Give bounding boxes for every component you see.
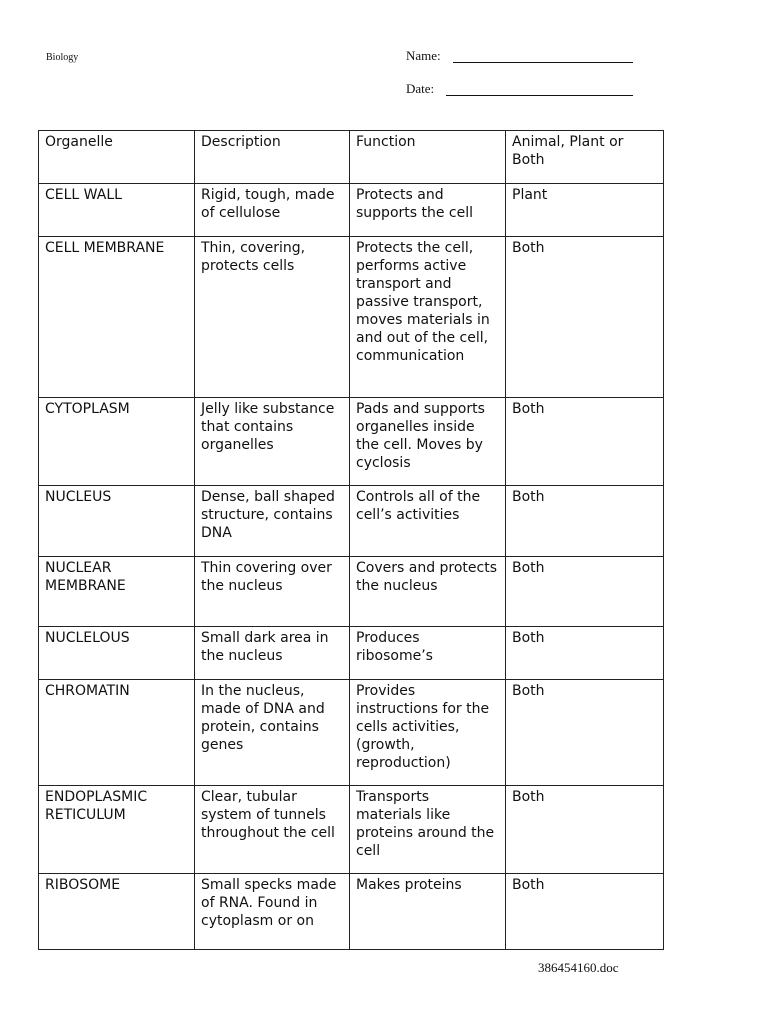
table-row xyxy=(39,486,664,557)
table-row xyxy=(39,874,664,950)
cell-function: Pads and supports organelles inside the cell. Moves by cyclosis xyxy=(350,398,506,486)
cell-type: Both xyxy=(506,237,664,398)
cell-description: Clear, tubular system of tunnels throughout the cell xyxy=(195,786,350,874)
cell-type: Both xyxy=(506,627,664,680)
cell-organelle: RIBOSOME xyxy=(39,874,195,950)
cell-description: Dense, ball shaped structure, contains DNA xyxy=(195,486,350,557)
cell-type: Both xyxy=(506,680,664,786)
cell-organelle: NUCLEAR MEMBRANE xyxy=(39,557,195,627)
cell-type: Both xyxy=(506,398,664,486)
cell-function: Protects the cell, performs active transport and passive transport, moves materials in and out of the cell, communication xyxy=(350,237,506,398)
cell-organelle: ENDOPLASMIC RETICULUM xyxy=(39,786,195,874)
table-row xyxy=(39,398,664,486)
cell-type: Plant xyxy=(506,184,664,237)
header-function: Function xyxy=(350,131,506,184)
cell-description: Small dark area in the nucleus xyxy=(195,627,350,680)
table-header-row xyxy=(39,131,664,184)
cell-function: Protects and supports the cell xyxy=(350,184,506,237)
date-line xyxy=(446,95,633,96)
organelle-table xyxy=(38,130,664,950)
cell-description: In the nucleus, made of DNA and protein, contains genes xyxy=(195,680,350,786)
table-row xyxy=(39,680,664,786)
table-row xyxy=(39,557,664,627)
cell-organelle: CELL MEMBRANE xyxy=(39,237,195,398)
cell-description: Thin, covering, protects cells xyxy=(195,237,350,398)
table-row xyxy=(39,627,664,680)
cell-type: Both xyxy=(506,557,664,627)
name-label: Name: xyxy=(406,48,441,63)
header-type: Animal, Plant or Both xyxy=(506,131,664,184)
footer-filename: 386454160.doc xyxy=(538,960,619,975)
cell-description: Jelly like substance that contains organelles xyxy=(195,398,350,486)
cell-function: Controls all of the cell’s activities xyxy=(350,486,506,557)
cell-type: Both xyxy=(506,874,664,950)
cell-organelle: CYTOPLASM xyxy=(39,398,195,486)
cell-description: Thin covering over the nucleus xyxy=(195,557,350,627)
cell-description: Small specks made of RNA. Found in cytoplasm or on xyxy=(195,874,350,950)
cell-organelle: NUCLELOUS xyxy=(39,627,195,680)
cell-organelle: CHROMATIN xyxy=(39,680,195,786)
date-label: Date: xyxy=(406,81,435,96)
table-row xyxy=(39,184,664,237)
header-description: Description xyxy=(195,131,350,184)
cell-organelle: NUCLEUS xyxy=(39,486,195,557)
subject-label: Biology xyxy=(46,52,79,63)
cell-function: Covers and protects the nucleus xyxy=(350,557,506,627)
table-row xyxy=(39,237,664,398)
cell-organelle: CELL WALL xyxy=(39,184,195,237)
name-line xyxy=(453,62,633,63)
header-organelle: Organelle xyxy=(39,131,195,184)
cell-type: Both xyxy=(506,486,664,557)
cell-description: Rigid, tough, made of cellulose xyxy=(195,184,350,237)
cell-function: Provides instructions for the cells activities, (growth, reproduction) xyxy=(350,680,506,786)
cell-function: Makes proteins xyxy=(350,874,506,950)
table-row xyxy=(39,786,664,874)
cell-type: Both xyxy=(506,786,664,874)
cell-function: Transports materials like proteins around the cell xyxy=(350,786,506,874)
cell-function: Produces ribosome’s xyxy=(350,627,506,680)
